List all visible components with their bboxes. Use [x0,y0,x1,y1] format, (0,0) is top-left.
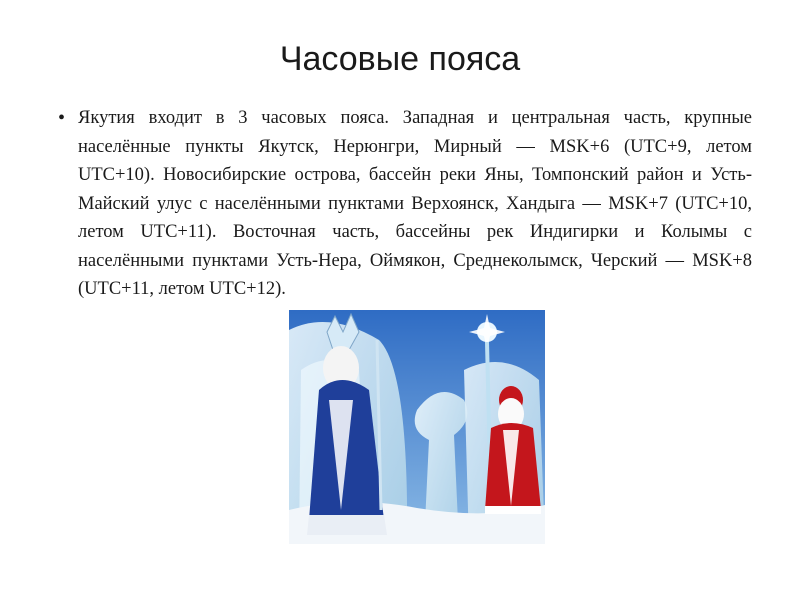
slide-title: Часовые пояса [279,40,521,78]
photo-ded-moroz [289,310,545,544]
photo-illustration [289,310,545,544]
slide-content [58,104,752,304]
bullet-marker: • [58,107,66,129]
bullet-text: Якутия входит в 3 часовых пояса. Западная и центральная часть, крупные населённые пункты Якутск, Нерюнгри, Мирный — MSK+6 (UTC+9, летом UTC+10). Новосибирские острова, бассейн реки Яны, Томпонский район и Усть-Майский улус с населёнными пунктами Верхоянск, Хандыга — MSK+7 (UTC+10, летом UTC+11). Восточная часть, бассейны рек Индигирки и Колымы с населёнными пунктами Усть-Нера, Оймякон, Среднеколымск, Черский — MSK+8 (UTC+11, летом UTC+12). [78,108,752,299]
bullet-item [58,104,752,304]
